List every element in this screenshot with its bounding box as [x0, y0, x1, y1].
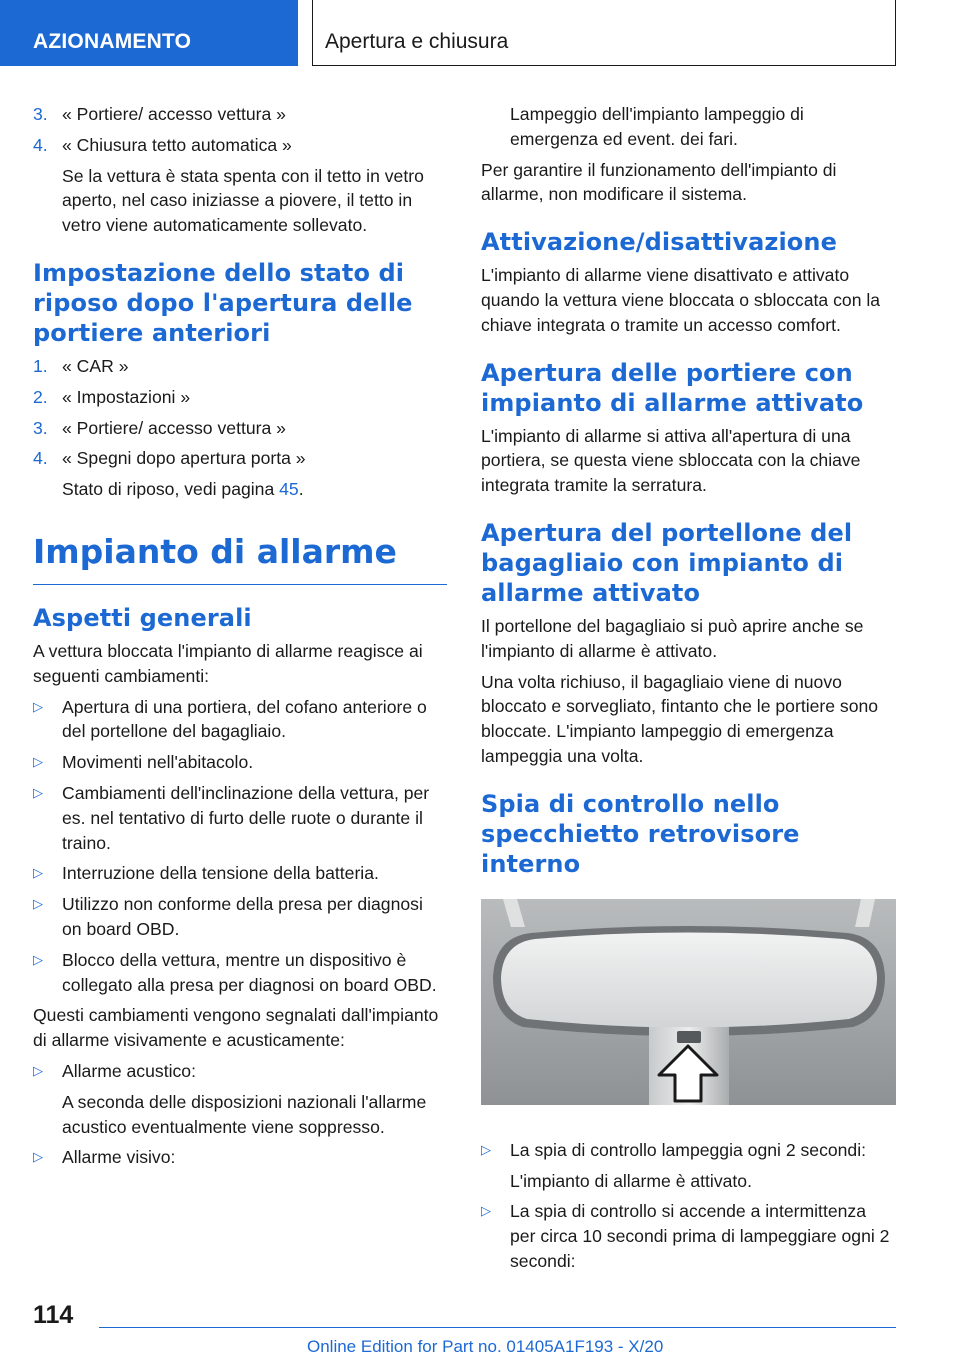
visual-alarm-note: Lampeggio dell'impianto lampeggio di emergenza ed event. dei fari.	[510, 104, 804, 149]
list-item	[33, 354, 447, 379]
rest-state-note	[33, 477, 447, 502]
bullet-text: Apertura di una portiera, del cofano anteriore o del portellone del bagagliaio.	[62, 696, 427, 742]
triangle-bullet-icon: ▷	[33, 1062, 43, 1078]
page-link[interactable]: 45	[279, 479, 299, 500]
bullet-text: Allarme visivo:	[62, 1147, 176, 1168]
triangle-bullet-icon: ▷	[33, 896, 43, 912]
note-suffix: .	[298, 479, 304, 500]
triangle-bullet-icon: ▷	[481, 1141, 491, 1157]
step-text: « Impostazioni »	[62, 386, 191, 407]
blink-note: L'impianto di allarme è attivato.	[510, 1170, 752, 1191]
list-item	[33, 1059, 447, 1084]
list-item	[33, 750, 447, 775]
rest-state-heading: Impostazione dello stato di riposo dopo l'apertura delle portiere anteriori	[33, 258, 413, 347]
page-number: 114	[33, 1301, 74, 1329]
list-item	[33, 446, 447, 471]
step-number: 3.	[33, 104, 48, 124]
bullet-text: La spia di controllo lampeggia ogni 2 secondi:	[510, 1139, 867, 1160]
list-item	[481, 1199, 896, 1273]
list-item	[33, 781, 447, 855]
list-item	[33, 695, 447, 745]
list-item	[33, 385, 447, 410]
list-item	[33, 861, 447, 886]
mirror-heading: Spia di controllo nello specchietto retrovisore interno	[481, 789, 800, 878]
doors-heading: Apertura delle portiere con impianto di allarme attivato	[481, 358, 864, 417]
step-number: 2.	[33, 386, 48, 407]
bullet-text: Movimenti nell'abitacolo.	[62, 752, 254, 773]
list-item	[33, 133, 447, 158]
note-prefix: Stato di riposo, vedi pagina	[62, 479, 280, 500]
left-column	[33, 102, 447, 1176]
warranty-text: Per garantire il funzionamento dell'impianto di allarme, non modificare il sistema.	[481, 159, 837, 205]
list-item	[33, 102, 447, 127]
tailgate-text: Il portellone del bagagliaio si può aprire anche se l'impianto di allarme è attivato.	[481, 615, 864, 661]
triangle-bullet-icon: ▷	[33, 951, 43, 967]
step-text: « Portiere/ accesso vettura »	[62, 104, 286, 124]
chapter-title: Apertura e chiusura	[312, 0, 896, 66]
step-number: 1.	[33, 355, 48, 376]
bullet-text: Utilizzo non conforme della presa per diagnosi on board OBD.	[62, 894, 423, 939]
general-intro: A vettura bloccata l'impianto di allarme reagisce ai seguenti cambiamenti:	[33, 640, 423, 686]
alarm-system-title: Impianto di allarme	[33, 532, 447, 585]
doors-text: L'impianto di allarme si attiva all'apertura di una portiera, se questa viene sbloccata con la chiave integrata tramite la serratura.	[481, 425, 861, 496]
list-item	[33, 1145, 447, 1170]
triangle-bullet-icon: ▷	[33, 754, 43, 770]
bullet-text: Interruzione della tensione della batteria.	[62, 863, 379, 884]
step-text: « Portiere/ accesso vettura »	[62, 417, 286, 438]
general-heading: Aspetti generali	[33, 603, 252, 632]
page-header	[0, 0, 960, 66]
list-item	[481, 1138, 896, 1163]
bullet-text: Cambiamenti dell'inclinazione della vettura, per es. nel tentativo di furto delle ruote o durante il traino.	[62, 782, 430, 853]
tailgate-text: Una volta richiuso, il bagagliaio viene di nuovo bloccato e sorvegliato, fintanto che le portiere sono bloccate. L'impianto lampeggio di emergenza lampeggia una volta.	[481, 671, 879, 766]
list-item	[33, 948, 447, 998]
activation-heading: Attivazione/disattivazione	[481, 228, 837, 257]
acoustic-note: A seconda delle disposizioni nazionali l'allarme acustico eventualmente viene soppresso.	[62, 1091, 427, 1137]
triangle-bullet-icon: ▷	[33, 865, 43, 881]
edition-footer: Online Edition for Part no. 01405A1F193 - X/20	[307, 1337, 664, 1356]
triangle-bullet-icon: ▷	[33, 784, 43, 800]
list-item	[33, 892, 447, 942]
bullet-text: La spia di controllo si accende a intermittenza per circa 10 secondi prima di lampeggiare ogni 2 secondi:	[510, 1201, 890, 1271]
triangle-bullet-icon: ▷	[33, 698, 43, 714]
tailgate-heading: Apertura del portellone del bagagliaio con impianto di allarme attivato	[481, 518, 853, 607]
bullet-text: Blocco della vettura, mentre un dispositivo è collegato alla presa per diagnosi on board OBD.	[62, 949, 437, 995]
rearview-mirror-image	[481, 899, 896, 1105]
step-text: « CAR »	[62, 355, 129, 376]
step-number: 4.	[33, 448, 48, 469]
activation-text: L'impianto di allarme viene disattivato e attivato quando la vettura viene bloccata o sbloccata con la chiave integrata o tramite un accesso comfort.	[481, 265, 881, 335]
right-column	[481, 102, 896, 1280]
list-item	[33, 416, 447, 441]
section-tab: AZIONAMENTO	[0, 0, 298, 66]
footer-divider	[99, 1327, 896, 1328]
bullet-text: Allarme acustico:	[62, 1060, 196, 1081]
step-text: « Chiusura tetto automatica »	[62, 134, 292, 155]
step-number: 4.	[33, 134, 48, 155]
step-number: 3.	[33, 417, 48, 438]
sunroof-note: Se la vettura è stata spenta con il tetto in vetro aperto, nel caso iniziasse a piovere, il tetto in vetro viene automaticamente sollevato.	[62, 165, 424, 236]
triangle-bullet-icon: ▷	[33, 1149, 43, 1165]
step-text: « Spegni dopo apertura porta »	[62, 448, 306, 469]
triangle-bullet-icon: ▷	[481, 1203, 491, 1219]
signal-text: Questi cambiamenti vengono segnalati dall'impianto di allarme visivamente e acusticamente:	[33, 1005, 439, 1051]
